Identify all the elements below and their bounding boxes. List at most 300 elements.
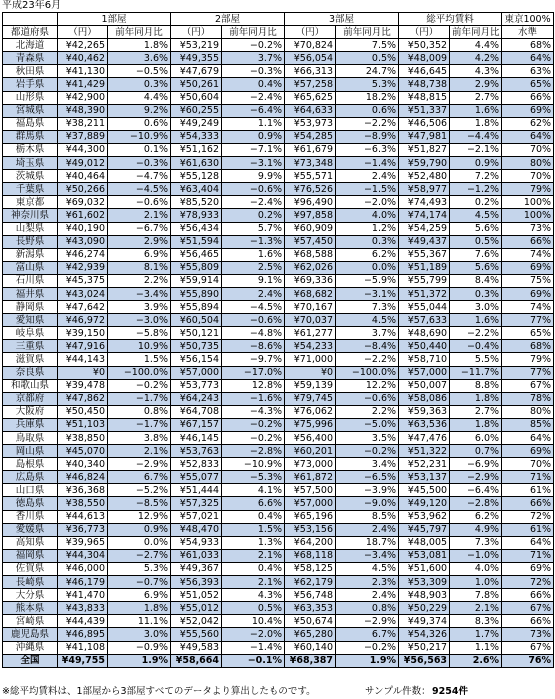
table-row bbox=[3, 353, 554, 366]
value-cell: ¥50,121 bbox=[171, 327, 222, 340]
value-cell: ¥65,280 bbox=[285, 628, 336, 641]
value-cell: ¥61,630 bbox=[171, 157, 222, 170]
table-row bbox=[3, 562, 554, 575]
value-cell: 2.3% bbox=[336, 576, 399, 589]
value-cell: −6.3% bbox=[336, 143, 399, 156]
table-row bbox=[3, 497, 554, 510]
value-cell: ¥49,120 bbox=[399, 497, 450, 510]
value-cell: 4.0% bbox=[450, 562, 502, 575]
value-cell: 70% bbox=[502, 458, 554, 471]
value-cell: ¥53,962 bbox=[399, 510, 450, 523]
value-cell: ¥53,081 bbox=[399, 549, 450, 562]
total-value-cell: ¥68,387 bbox=[285, 654, 336, 667]
value-cell: ¥55,799 bbox=[399, 274, 450, 287]
table-row bbox=[3, 366, 554, 379]
value-cell: 6.6% bbox=[222, 497, 285, 510]
prefecture-name-cell: 和歌山県 bbox=[3, 379, 58, 392]
table-row bbox=[3, 222, 554, 235]
value-cell: ¥56,434 bbox=[171, 222, 222, 235]
value-cell: ¥49,367 bbox=[171, 562, 222, 575]
value-cell: 0.7% bbox=[450, 445, 502, 458]
value-cell: ¥53,773 bbox=[171, 379, 222, 392]
table-row bbox=[3, 104, 554, 117]
value-cell: 4.3% bbox=[450, 65, 502, 78]
value-cell: 67% bbox=[502, 379, 554, 392]
value-cell: 0.1% bbox=[108, 143, 171, 156]
value-cell: 0.5% bbox=[450, 235, 502, 248]
value-cell: 3.7% bbox=[222, 52, 285, 65]
prefecture-name-cell: 群馬県 bbox=[3, 130, 58, 143]
value-cell: −2.9% bbox=[450, 471, 502, 484]
value-cell: ¥47,476 bbox=[399, 432, 450, 445]
value-cell: −7.1% bbox=[222, 143, 285, 156]
value-cell: ¥68,588 bbox=[285, 248, 336, 261]
prefecture-name-cell: 島根県 bbox=[3, 458, 58, 471]
value-cell: −2.2% bbox=[336, 117, 399, 130]
value-cell: ¥70,824 bbox=[285, 39, 336, 52]
value-cell: 8.8% bbox=[450, 379, 502, 392]
value-cell: ¥96,490 bbox=[285, 196, 336, 209]
value-cell: 11.1% bbox=[108, 615, 171, 628]
value-cell: ¥41,130 bbox=[58, 65, 108, 78]
value-cell: ¥57,258 bbox=[285, 78, 336, 91]
value-cell: 1.0% bbox=[450, 576, 502, 589]
value-cell: 2.5% bbox=[222, 261, 285, 274]
prefecture-name-cell: 奈良県 bbox=[3, 366, 58, 379]
column-header-cell: 都道府県 bbox=[3, 26, 58, 39]
value-cell: ¥69,336 bbox=[285, 274, 336, 287]
value-cell: 5.7% bbox=[222, 222, 285, 235]
value-cell: ¥40,340 bbox=[58, 458, 108, 471]
value-cell: −100.0% bbox=[108, 366, 171, 379]
value-cell: 72% bbox=[502, 576, 554, 589]
value-cell: −9.0% bbox=[336, 497, 399, 510]
value-cell: ¥61,277 bbox=[285, 327, 336, 340]
table-row bbox=[3, 143, 554, 156]
table-row bbox=[3, 130, 554, 143]
value-cell: −17.0% bbox=[222, 366, 285, 379]
value-cell: ¥50,440 bbox=[399, 340, 450, 353]
value-cell: −6.9% bbox=[450, 458, 502, 471]
value-cell: −0.2% bbox=[336, 641, 399, 654]
value-cell: −0.6% bbox=[108, 196, 171, 209]
prefecture-name-cell: 新潟県 bbox=[3, 248, 58, 261]
table-row bbox=[3, 157, 554, 170]
prefecture-name-cell: 福岡県 bbox=[3, 549, 58, 562]
value-cell: ¥49,249 bbox=[171, 117, 222, 130]
value-cell: −0.2% bbox=[336, 445, 399, 458]
value-cell: 4.5% bbox=[450, 209, 502, 222]
table-row bbox=[3, 248, 554, 261]
value-cell: 0.9% bbox=[108, 523, 171, 536]
value-cell: 69% bbox=[502, 261, 554, 274]
value-cell: ¥44,304 bbox=[58, 549, 108, 562]
value-cell: ¥48,009 bbox=[399, 52, 450, 65]
value-cell: ¥52,231 bbox=[399, 458, 450, 471]
table-row bbox=[3, 314, 554, 327]
value-cell: ¥70,167 bbox=[285, 301, 336, 314]
column-header-cell: 前年同月比 bbox=[108, 26, 171, 39]
value-cell: ¥44,300 bbox=[58, 143, 108, 156]
value-cell: −1.7% bbox=[108, 418, 171, 431]
value-cell: −1.4% bbox=[222, 641, 285, 654]
value-cell: ¥78,933 bbox=[171, 209, 222, 222]
table-row bbox=[3, 379, 554, 392]
value-cell: −5.8% bbox=[108, 327, 171, 340]
value-cell: −5.0% bbox=[336, 418, 399, 431]
value-cell: ¥58,710 bbox=[399, 353, 450, 366]
prefecture-name-cell: 鳥取県 bbox=[3, 432, 58, 445]
value-cell: ¥46,145 bbox=[171, 432, 222, 445]
value-cell: 3.4% bbox=[336, 458, 399, 471]
value-cell: −0.6% bbox=[222, 183, 285, 196]
value-cell: 70% bbox=[502, 143, 554, 156]
table-row bbox=[3, 484, 554, 497]
value-cell: 66% bbox=[502, 91, 554, 104]
value-cell: 6.2% bbox=[336, 248, 399, 261]
group-header-cell bbox=[3, 13, 58, 26]
table-row bbox=[3, 523, 554, 536]
value-cell: 4.3% bbox=[222, 589, 285, 602]
value-cell: −0.7% bbox=[108, 576, 171, 589]
value-cell: 18.2% bbox=[336, 91, 399, 104]
prefecture-name-cell: 愛知県 bbox=[3, 314, 58, 327]
table-row bbox=[3, 287, 554, 300]
value-cell: ¥50,352 bbox=[399, 39, 450, 52]
value-cell: 0.2% bbox=[450, 196, 502, 209]
value-cell: 66% bbox=[502, 589, 554, 602]
value-cell: −3.4% bbox=[336, 549, 399, 562]
value-cell: ¥65,196 bbox=[285, 510, 336, 523]
value-cell: 2.1% bbox=[450, 602, 502, 615]
prefecture-name-cell: 埼玉県 bbox=[3, 157, 58, 170]
table-row bbox=[3, 445, 554, 458]
value-cell: ¥55,809 bbox=[171, 261, 222, 274]
prefecture-name-cell: 宮城県 bbox=[3, 104, 58, 117]
value-cell: −0.5% bbox=[108, 65, 171, 78]
report-period-title: 平成23年6月 bbox=[2, 0, 62, 11]
table-row bbox=[3, 471, 554, 484]
value-cell: ¥76,062 bbox=[285, 405, 336, 418]
prefecture-name-cell: 鹿児島県 bbox=[3, 628, 58, 641]
value-cell: 4.9% bbox=[450, 523, 502, 536]
table-row bbox=[3, 602, 554, 615]
value-cell: ¥57,000 bbox=[285, 497, 336, 510]
value-cell: 0.4% bbox=[222, 78, 285, 91]
value-cell: −0.2% bbox=[222, 39, 285, 52]
value-cell: ¥51,322 bbox=[399, 445, 450, 458]
value-cell: −1.6% bbox=[222, 392, 285, 405]
total-value-cell: ¥49,755 bbox=[58, 654, 108, 667]
value-cell: ¥55,012 bbox=[171, 602, 222, 615]
value-cell: 2.2% bbox=[108, 274, 171, 287]
value-cell: −4.4% bbox=[450, 130, 502, 143]
value-cell: ¥36,773 bbox=[58, 523, 108, 536]
value-cell: ¥55,044 bbox=[399, 301, 450, 314]
value-cell: ¥74,493 bbox=[399, 196, 450, 209]
value-cell: 64% bbox=[502, 52, 554, 65]
value-cell: ¥55,077 bbox=[171, 471, 222, 484]
value-cell: ¥51,600 bbox=[399, 562, 450, 575]
value-cell: ¥38,850 bbox=[58, 432, 108, 445]
prefecture-name-cell: 岡山県 bbox=[3, 445, 58, 458]
value-cell: ¥52,042 bbox=[171, 615, 222, 628]
value-cell: ¥53,137 bbox=[399, 471, 450, 484]
value-cell: 3.7% bbox=[336, 327, 399, 340]
value-cell: ¥46,972 bbox=[58, 314, 108, 327]
value-cell: ¥68,682 bbox=[285, 287, 336, 300]
value-cell: ¥47,981 bbox=[399, 130, 450, 143]
value-cell: −6.7% bbox=[108, 222, 171, 235]
value-cell: ¥54,326 bbox=[399, 628, 450, 641]
value-cell: ¥67,157 bbox=[171, 418, 222, 431]
value-cell: ¥41,429 bbox=[58, 78, 108, 91]
value-cell: ¥55,894 bbox=[171, 301, 222, 314]
prefecture-name-cell: 福井県 bbox=[3, 287, 58, 300]
value-cell: 1.6% bbox=[222, 248, 285, 261]
table-row bbox=[3, 405, 554, 418]
value-cell: −0.3% bbox=[222, 65, 285, 78]
table-row bbox=[3, 170, 554, 183]
prefecture-name-cell: 大阪府 bbox=[3, 405, 58, 418]
value-cell: −1.2% bbox=[450, 183, 502, 196]
table-row bbox=[3, 301, 554, 314]
value-cell: ¥46,179 bbox=[58, 576, 108, 589]
value-cell: 69% bbox=[502, 104, 554, 117]
value-cell: ¥50,450 bbox=[58, 405, 108, 418]
value-cell: 6.2% bbox=[450, 510, 502, 523]
value-cell: ¥66,313 bbox=[285, 65, 336, 78]
value-cell: ¥60,504 bbox=[171, 314, 222, 327]
value-cell: ¥48,470 bbox=[171, 523, 222, 536]
value-cell: 1.1% bbox=[450, 641, 502, 654]
value-cell: −2.0% bbox=[336, 196, 399, 209]
value-cell: 61% bbox=[502, 523, 554, 536]
value-cell: 8.1% bbox=[108, 261, 171, 274]
column-header-cell: 水準 bbox=[502, 26, 554, 39]
value-cell: −10.9% bbox=[108, 130, 171, 143]
value-cell: ¥44,613 bbox=[58, 510, 108, 523]
value-cell: ¥63,404 bbox=[171, 183, 222, 196]
value-cell: 62% bbox=[502, 117, 554, 130]
value-cell: ¥0 bbox=[285, 366, 336, 379]
value-cell: 2.4% bbox=[336, 170, 399, 183]
total-label-cell: 全国 bbox=[3, 654, 58, 667]
value-cell: ¥42,265 bbox=[58, 39, 108, 52]
value-cell: ¥40,190 bbox=[58, 222, 108, 235]
table-row bbox=[3, 432, 554, 445]
value-cell: ¥56,054 bbox=[285, 52, 336, 65]
prefecture-name-cell: 栃木県 bbox=[3, 143, 58, 156]
table-row bbox=[3, 209, 554, 222]
value-cell: ¥46,824 bbox=[58, 471, 108, 484]
prefecture-name-cell: 石川県 bbox=[3, 274, 58, 287]
value-cell: ¥56,748 bbox=[285, 589, 336, 602]
value-cell: ¥47,862 bbox=[58, 392, 108, 405]
value-cell: 80% bbox=[502, 157, 554, 170]
value-cell: 2.9% bbox=[108, 235, 171, 248]
table-row bbox=[3, 261, 554, 274]
value-cell: ¥79,745 bbox=[285, 392, 336, 405]
value-cell: 2.4% bbox=[222, 287, 285, 300]
value-cell: ¥51,052 bbox=[171, 589, 222, 602]
value-cell: 0.2% bbox=[222, 209, 285, 222]
value-cell: ¥56,393 bbox=[171, 576, 222, 589]
value-cell: −1.7% bbox=[108, 392, 171, 405]
total-value-cell: ¥56,563 bbox=[399, 654, 450, 667]
value-cell: 4.5% bbox=[336, 314, 399, 327]
value-cell: −2.2% bbox=[336, 353, 399, 366]
prefecture-name-cell: 福島県 bbox=[3, 117, 58, 130]
value-cell: 66% bbox=[502, 497, 554, 510]
column-header-cell: （円） bbox=[171, 26, 222, 39]
value-cell: ¥70,037 bbox=[285, 314, 336, 327]
value-cell: 1.2% bbox=[336, 222, 399, 235]
value-cell: 0.3% bbox=[108, 78, 171, 91]
value-cell: 1.3% bbox=[222, 536, 285, 549]
value-cell: ¥55,571 bbox=[285, 170, 336, 183]
value-cell: ¥64,633 bbox=[285, 104, 336, 117]
value-cell: ¥55,367 bbox=[399, 248, 450, 261]
value-cell: 100% bbox=[502, 209, 554, 222]
prefecture-name-cell: 三重県 bbox=[3, 340, 58, 353]
value-cell: ¥46,000 bbox=[58, 562, 108, 575]
value-cell: 78% bbox=[502, 392, 554, 405]
value-cell: ¥51,594 bbox=[171, 235, 222, 248]
value-cell: ¥55,890 bbox=[171, 287, 222, 300]
prefecture-name-cell: 山梨県 bbox=[3, 222, 58, 235]
value-cell: ¥60,140 bbox=[285, 641, 336, 654]
group-header-cell: 1部屋 bbox=[58, 13, 171, 26]
value-cell: ¥51,444 bbox=[171, 484, 222, 497]
value-cell: −1.5% bbox=[336, 183, 399, 196]
prefecture-name-cell: 徳島県 bbox=[3, 497, 58, 510]
value-cell: ¥57,325 bbox=[171, 497, 222, 510]
value-cell: 68% bbox=[502, 39, 554, 52]
value-cell: 2.7% bbox=[450, 91, 502, 104]
value-cell: ¥49,355 bbox=[171, 52, 222, 65]
table-row bbox=[3, 549, 554, 562]
value-cell: ¥57,021 bbox=[171, 510, 222, 523]
value-cell: 70% bbox=[502, 170, 554, 183]
header-sub-row bbox=[3, 26, 554, 39]
value-cell: 77% bbox=[502, 314, 554, 327]
value-cell: −3.1% bbox=[336, 287, 399, 300]
value-cell: −0.9% bbox=[108, 641, 171, 654]
value-cell: 3.5% bbox=[336, 432, 399, 445]
value-cell: ¥73,348 bbox=[285, 157, 336, 170]
prefecture-name-cell: 秋田県 bbox=[3, 65, 58, 78]
table-row bbox=[3, 327, 554, 340]
value-cell: 4.5% bbox=[336, 562, 399, 575]
value-cell: ¥42,939 bbox=[58, 261, 108, 274]
value-cell: −8.5% bbox=[108, 497, 171, 510]
value-cell: ¥59,363 bbox=[399, 405, 450, 418]
value-cell: 72% bbox=[502, 510, 554, 523]
value-cell: ¥48,690 bbox=[399, 327, 450, 340]
group-header-cell: 2部屋 bbox=[171, 13, 285, 26]
value-cell: 8.4% bbox=[450, 274, 502, 287]
prefecture-name-cell: 富山県 bbox=[3, 261, 58, 274]
value-cell: ¥0 bbox=[58, 366, 108, 379]
value-cell: −0.2% bbox=[222, 432, 285, 445]
value-cell: ¥74,174 bbox=[399, 209, 450, 222]
prefecture-name-cell: 山形県 bbox=[3, 91, 58, 104]
value-cell: 7.3% bbox=[450, 536, 502, 549]
value-cell: 8.3% bbox=[450, 615, 502, 628]
value-cell: 61% bbox=[502, 484, 554, 497]
value-cell: −4.3% bbox=[222, 405, 285, 418]
table-row bbox=[3, 589, 554, 602]
value-cell: 6.0% bbox=[450, 432, 502, 445]
prefecture-name-cell: 東京都 bbox=[3, 196, 58, 209]
value-cell: ¥45,070 bbox=[58, 445, 108, 458]
value-cell: 64% bbox=[502, 536, 554, 549]
value-cell: −5.9% bbox=[336, 274, 399, 287]
total-value-cell: 2.6% bbox=[450, 654, 502, 667]
prefecture-name-cell: 青森県 bbox=[3, 52, 58, 65]
value-cell: ¥54,333 bbox=[171, 130, 222, 143]
prefecture-name-cell: 滋賀県 bbox=[3, 353, 58, 366]
value-cell: −4.7% bbox=[108, 170, 171, 183]
value-cell: ¥64,200 bbox=[285, 536, 336, 549]
value-cell: −1.4% bbox=[336, 157, 399, 170]
column-header-cell: 前年同月比 bbox=[336, 26, 399, 39]
prefecture-name-cell: 山口県 bbox=[3, 484, 58, 497]
total-value-cell: 1.9% bbox=[336, 654, 399, 667]
group-header-cell: 東京100% bbox=[502, 13, 554, 26]
value-cell: −100.0% bbox=[336, 366, 399, 379]
value-cell: 73% bbox=[502, 628, 554, 641]
value-cell: ¥58,125 bbox=[285, 562, 336, 575]
value-cell: 0.3% bbox=[450, 287, 502, 300]
value-cell: 8.5% bbox=[336, 510, 399, 523]
prefecture-name-cell: 愛媛県 bbox=[3, 523, 58, 536]
value-cell: −2.9% bbox=[108, 458, 171, 471]
national-total-row bbox=[3, 654, 554, 667]
value-cell: ¥43,024 bbox=[58, 287, 108, 300]
value-cell: 5.6% bbox=[450, 261, 502, 274]
table-row bbox=[3, 641, 554, 654]
value-cell: ¥57,000 bbox=[171, 366, 222, 379]
value-cell: 66% bbox=[502, 615, 554, 628]
value-cell: 79% bbox=[502, 183, 554, 196]
value-cell: 66% bbox=[502, 235, 554, 248]
table-row bbox=[3, 117, 554, 130]
value-cell: ¥43,833 bbox=[58, 602, 108, 615]
column-header-cell: 前年同月比 bbox=[222, 26, 285, 39]
value-cell: 64% bbox=[502, 432, 554, 445]
value-cell: ¥50,604 bbox=[171, 91, 222, 104]
value-cell: −2.0% bbox=[222, 628, 285, 641]
table-body bbox=[3, 13, 554, 668]
prefecture-name-cell: 沖縄県 bbox=[3, 641, 58, 654]
value-cell: ¥38,550 bbox=[58, 497, 108, 510]
value-cell: ¥39,150 bbox=[58, 327, 108, 340]
value-cell: 1.8% bbox=[450, 117, 502, 130]
table-row bbox=[3, 458, 554, 471]
value-cell: 1.8% bbox=[450, 418, 502, 431]
value-cell: 2.1% bbox=[222, 549, 285, 562]
value-cell: −1.0% bbox=[450, 549, 502, 562]
value-cell: ¥60,255 bbox=[171, 104, 222, 117]
value-cell: ¥48,390 bbox=[58, 104, 108, 117]
column-header-cell: 前年同月比 bbox=[450, 26, 502, 39]
value-cell: ¥54,233 bbox=[285, 340, 336, 353]
value-cell: ¥50,735 bbox=[171, 340, 222, 353]
value-cell: 4.2% bbox=[450, 52, 502, 65]
prefecture-name-cell: 長野県 bbox=[3, 235, 58, 248]
